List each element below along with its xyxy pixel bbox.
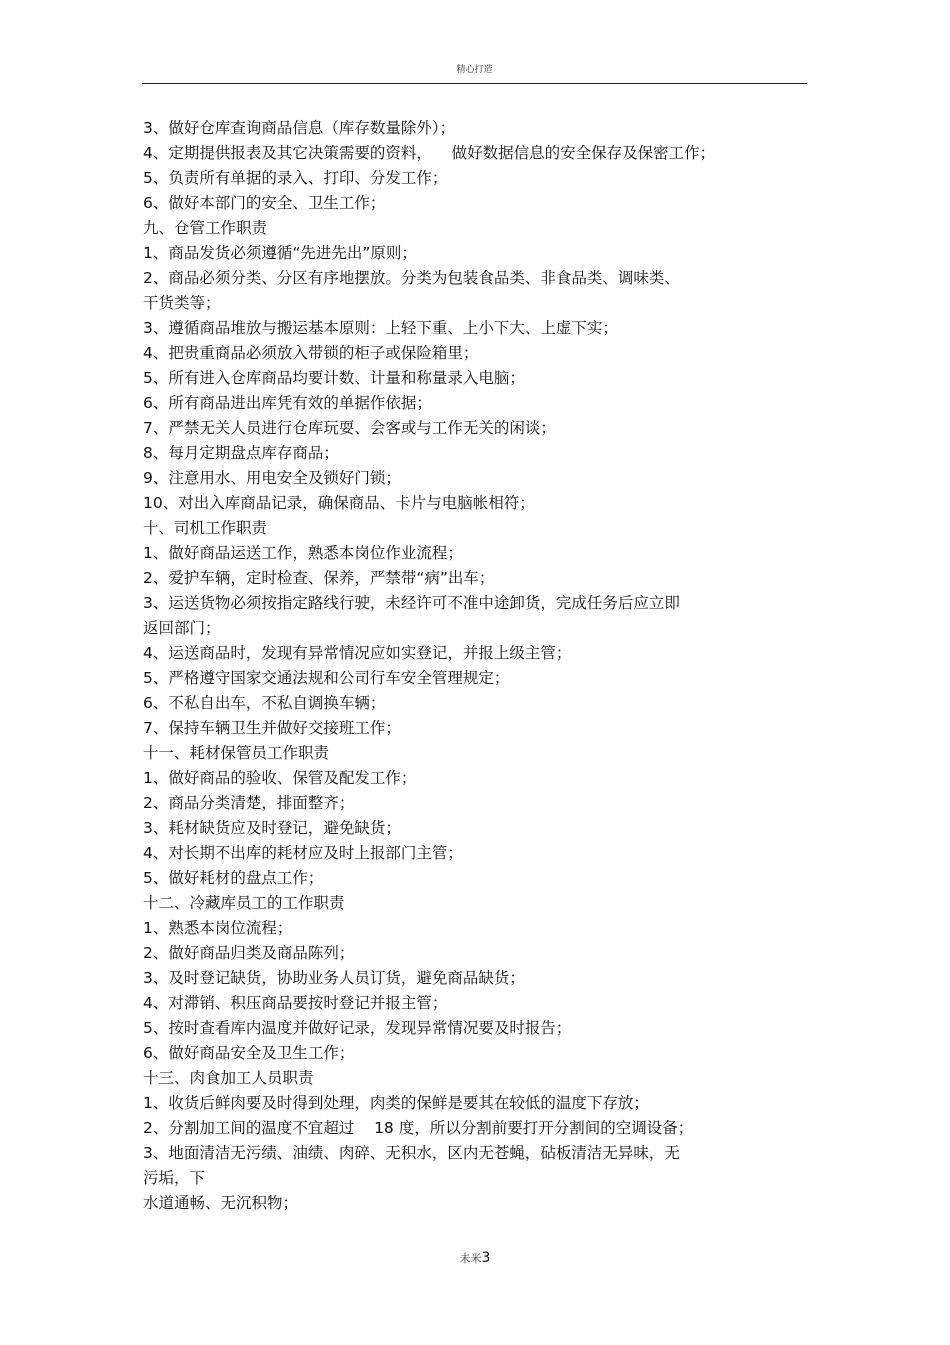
footer-prefix: 未米 xyxy=(459,1252,482,1265)
text-line: 7、严禁无关人员进行仓库玩耍、会客或与工作无关的闲谈； xyxy=(143,419,556,437)
text-line: 1、做好商品的验收、保管及配发工作； xyxy=(143,769,417,787)
text-line: 2、爱护车辆，定时检查、保养，严禁带“病”出车； xyxy=(143,569,495,587)
page-footer xyxy=(0,1250,950,1266)
text-line: 十二、冷藏库员工的工作职责 xyxy=(143,894,345,912)
text-line: 十、司机工作职责 xyxy=(143,519,268,537)
text-line: 3、及时登记缺货，协助业务人员订货，避免商品缺货； xyxy=(143,969,525,987)
text-line: 4、对长期不出库的耗材应及时上报部门主管； xyxy=(143,844,463,862)
text-line: 5、做好耗材的盘点工作； xyxy=(143,869,324,887)
text-line: 3、运送货物必须按指定路线行驶，未经许可不准中途卸货，完成任务后应立即 xyxy=(143,594,680,612)
text-line: 2、做好商品归类及商品陈列； xyxy=(143,944,355,962)
text-line: 4、对滞销、积压商品要按时登记并报主管； xyxy=(143,994,448,1012)
text-line: 3、遵循商品堆放与搬运基本原则：上轻下重、上小下大、上虚下实； xyxy=(143,319,618,337)
text-line: 4、定期提供报表及其它决策需要的资料， 做好数据信息的安全保存及保密工作； xyxy=(143,144,716,162)
text-line: 十一、耗材保管员工作职责 xyxy=(143,744,330,762)
text-line: 5、负责所有单据的录入、打印、分发工作； xyxy=(143,169,448,187)
text-line: 返回部门； xyxy=(143,619,221,637)
text-line: 1、商品发货必须遵循“先进先出”原则； xyxy=(143,244,417,262)
text-line: 2、商品必须分类、分区有序地摆放。分类为包装食品类、非食品类、调味类、 xyxy=(143,269,680,287)
page-header: 精心打造 xyxy=(456,65,493,75)
text-line: 6、所有商品进出库凭有效的单据作依据； xyxy=(143,394,432,412)
text-line: 8、每月定期盘点库存商品； xyxy=(143,444,339,462)
text-line: 4、把贵重商品必须放入带锁的柜子或保险箱里； xyxy=(143,344,479,362)
text-line: 10、对出入库商品记录，确保商品、卡片与电脑帐相符； xyxy=(143,494,535,512)
page-number: 3 xyxy=(481,1250,491,1266)
text-line: 5、所有进入仓库商品均要计数、计量和称量录入电脑； xyxy=(143,369,525,387)
text-line: 水道通畅、无沉积物； xyxy=(143,1194,299,1212)
text-line: 干货类等； xyxy=(143,294,221,312)
text-line: 九、仓管工作职责 xyxy=(143,219,268,237)
text-line: 5、按时查看库内温度并做好记录，发现异常情况要及时报告； xyxy=(143,1019,572,1037)
text-line: 1、收货后鲜肉要及时得到处理，肉类的保鲜是要其在较低的温度下存放； xyxy=(143,1094,649,1112)
text-line: 污垢，下 xyxy=(143,1169,206,1187)
text-line: 7、保持车辆卫生并做好交接班工作； xyxy=(143,719,401,737)
text-line: 5、严格遵守国家交通法规和公司行车安全管理规定； xyxy=(143,669,510,687)
text-line: 1、做好商品运送工作，熟悉本岗位作业流程； xyxy=(143,544,463,562)
header-divider xyxy=(142,83,807,84)
text-line: 2、商品分类清楚，排面整齐； xyxy=(143,794,355,812)
text-line: 十三、肉食加工人员职责 xyxy=(143,1069,314,1087)
text-line: 6、做好本部门的安全、卫生工作； xyxy=(143,194,386,212)
text-line: 6、做好商品安全及卫生工作； xyxy=(143,1044,355,1062)
text-line: 1、熟悉本岗位流程； xyxy=(143,919,293,937)
document-body xyxy=(143,116,793,1216)
text-line: 6、不私自出车，不私自调换车辆； xyxy=(143,694,386,712)
text-line: 3、耗材缺货应及时登记，避免缺货； xyxy=(143,819,401,837)
text-line: 3、做好仓库查询商品信息（库存数量除外）； xyxy=(143,119,456,137)
text-line: 3、地面清洁无污绩、油绩、肉碎、无积水，区内无苍蝇，砧板清洁无异味，无 xyxy=(143,1144,680,1162)
text-line: 2、分割加工间的温度不宜超过 18 度，所以分割前要打开分割间的空调设备； xyxy=(143,1119,694,1137)
text-line: 4、运送商品时，发现有异常情况应如实登记，并报上级主管； xyxy=(143,644,572,662)
text-line: 9、注意用水、用电安全及锁好门锁； xyxy=(143,469,401,487)
